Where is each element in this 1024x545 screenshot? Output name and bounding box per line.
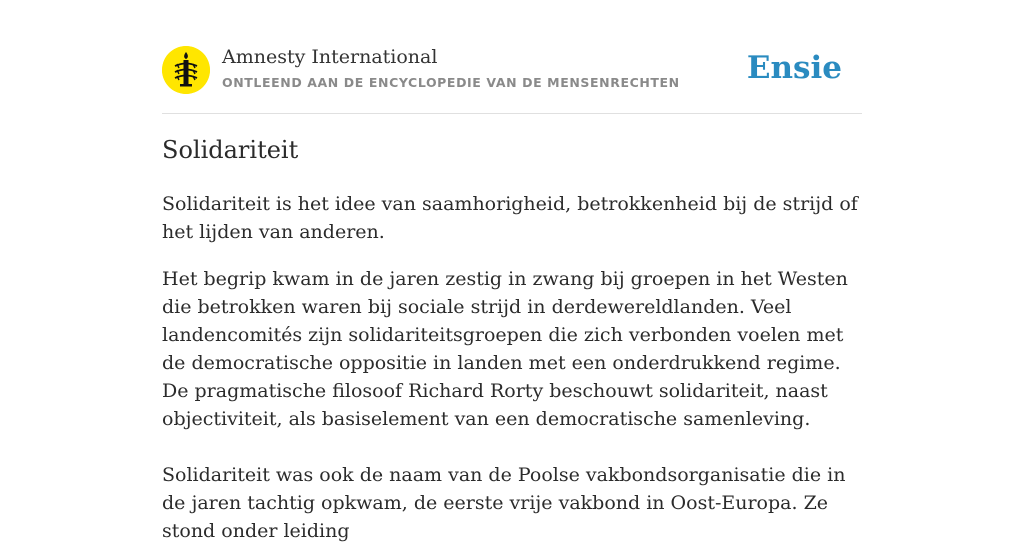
org-subtitle: ONTLEEND AAN DE ENCYCLOPEDIE VAN DE MENSENRECHTEN (222, 75, 680, 90)
amnesty-candle-icon[interactable] (162, 46, 210, 94)
article-paragraph: Het begrip kwam in de jaren zestig in zwang bij groepen in het Westen die betrokken waren bij sociale strijd in derdewereldlanden. Veel landencomités zijn solidariteitsgroepen die zich verbonden voelen met de democratische oppositie in landen met een onderdrukkend regime. De pragmatische filosoof Richard Rorty beschouwt solidariteit, naast objectiviteit, als basiselement van een democratische samenleving. (162, 268, 848, 430)
article-page (162, 0, 862, 542)
article-paragraph: Solidariteit is het idee van saamhorigheid, betrokkenheid bij de strijd of het lijden van anderen. (162, 193, 858, 243)
site-header (162, 0, 862, 114)
page-title: Solidariteit (162, 136, 299, 164)
org-name[interactable]: Amnesty International (222, 46, 438, 68)
article-paragraph: Solidariteit was ook de naam van de Poolse vakbondsorganisatie die in de jaren tachtig opkwam, de eerste vrije vakbond in Oost-Europa. Ze stond onder leiding (162, 464, 846, 542)
brand-logo[interactable]: Ensie (746, 50, 842, 86)
